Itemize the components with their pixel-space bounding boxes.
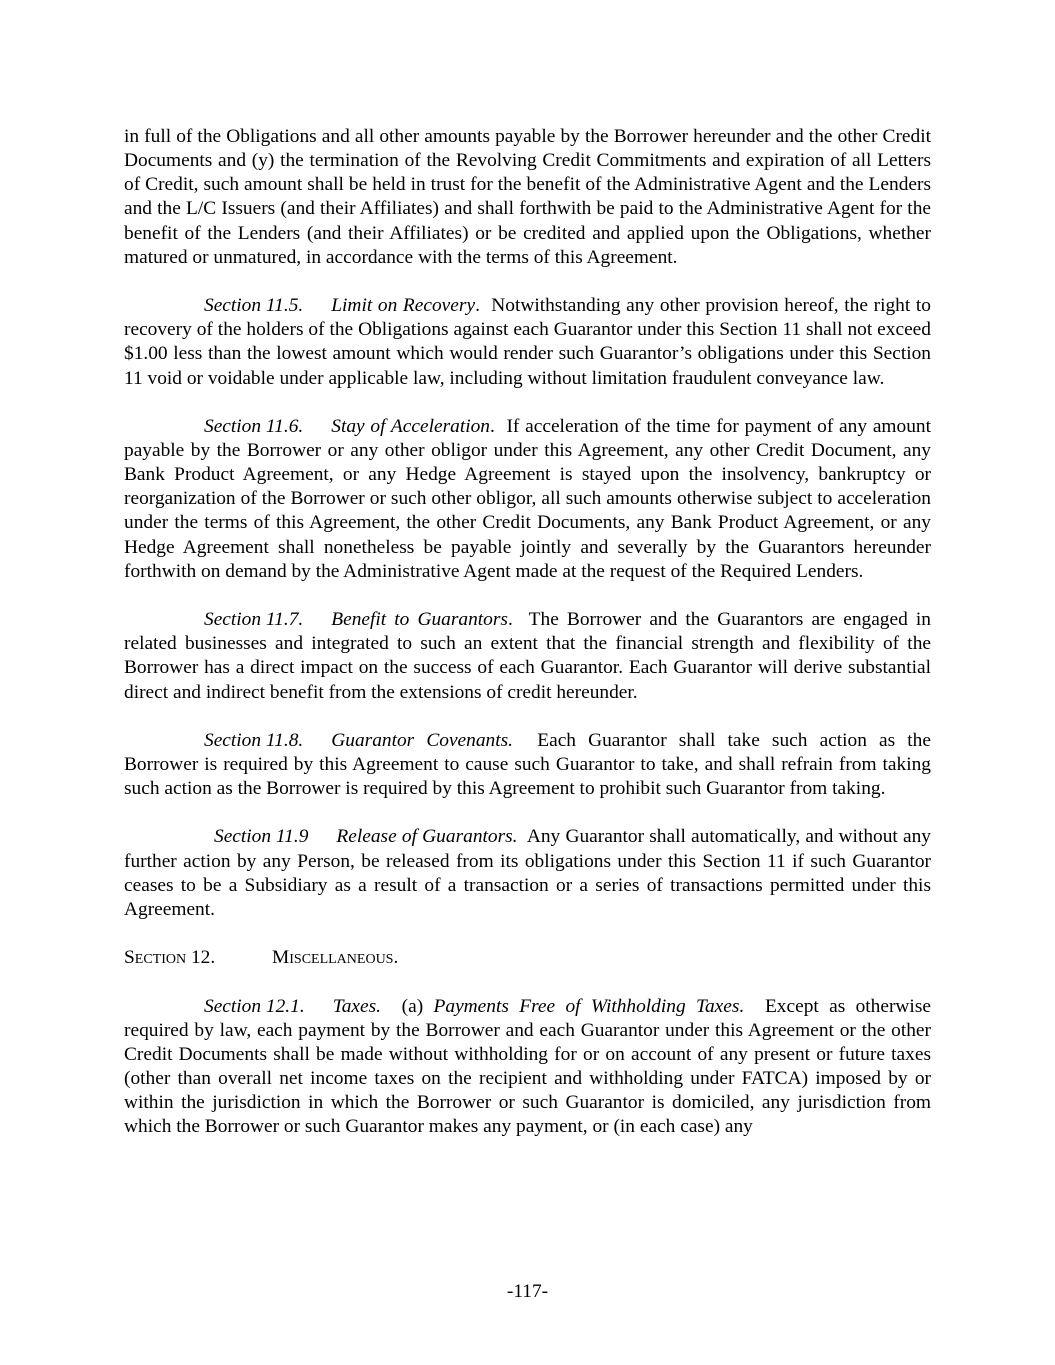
- section-title: Stay of Acceleration: [331, 415, 491, 437]
- section-11-6-paragraph: Section 11.6. Stay of Acceleration. If acceleration of the time for payment of any amount payable by the Borrower or any other obligor under this Agreement, any other Credit Document, any Bank Product Agreement, or any Hedge Agreement is stayed upon the insolvency, bankruptcy or reorganization of the Borrower or such other obligor, all such amounts otherwise subject to acceleration under the terms of this Agreement, the other Credit Documents, any Bank Product Agreement, or any Hedge Agreement shall nonetheless be payable jointly and severally by the Guarantors hereunder forthwith on demand by the Administrative Agent made at the request of the Required Lenders.: [124, 415, 931, 582]
- section-11-8-paragraph: [124, 729, 931, 801]
- section-11-5-paragraph: Section 11.5. Limit on Recovery. Notwithstanding any other provision hereof, the right to recovery of the holders of the Obligations against each Guarantor under this Section 11 shall not exceed $1.00 less than the lowest amount which would render such Guarantor’s obligations under this Section 11 void or voidable under applicable law, including without limitation fraudulent conveyance law.: [124, 295, 932, 389]
- continuation-paragraph: in full of the Obligations and all other amounts payable by the Borrower hereunder and the other Credit Documents and (y) the termination of the Revolving Credit Commitments and expiration of all Letters of Credit, such amount shall be held in trust for the benefit of the Administrative Agent and the Lenders and the L/C Issuers (and their Affiliates) and shall forthwith be paid to the Administrative Agent for the benefit of the Lenders (and their Affiliates) or be credited and applied upon the Obligations, whether matured or unmatured, in accordance with the terms of this Agreement.: [124, 126, 931, 268]
- section-12-1-paragraph: [124, 995, 931, 1140]
- subsection-label: (a): [401, 995, 424, 1017]
- section-number: Section 12.1.: [204, 995, 305, 1017]
- section-text: Except as otherwise required by law, each payment by the Borrower and each Guarantor under this Agreement or the other Credit Documents shall be made without withholding for or on account of any present or future taxes (other than overall net income taxes on the recipient and withholding under FATCA) imposed by or within the jurisdiction in which the Borrower or such Guarantor is domiciled, any jurisdiction from which the Borrower or such Guarantor makes any payment, or (in each case) any: [124, 995, 931, 1138]
- section-number: Section 11.9: [214, 826, 309, 848]
- section-text: Each Guarantor shall take such action as the Borrower is required by this Agreement to cause such Guarantor to take, and shall refrain from taking such action as the Borrower is required by this Agreement to prohibit such Guarantor from taking.: [124, 729, 931, 800]
- document-body: [124, 125, 931, 1164]
- heading-number: Section 12.: [124, 947, 216, 969]
- section-title: Taxes.: [332, 995, 382, 1017]
- section-number: Section 11.5.: [204, 295, 304, 317]
- section-number: Section 11.7.: [204, 609, 304, 631]
- section-title: Benefit to Guarantors: [331, 609, 508, 631]
- section-11-7-paragraph: Section 11.7. Benefit to Guarantors. The Borrower and the Guarantors are engaged in related businesses and integrated to such an extent that the financial strength and flexibility of the Borrower has a direct impact on the success of each Guarantor. Each Guarantor will derive substantial direct and indirect benefit from the extensions of credit hereunder.: [124, 609, 931, 703]
- section-text: Notwithstanding any other provision hereof, the right to recovery of the holders of the Obligations against each Guarantor under this Section 11 shall not exceed $1.00 less than the lowest amount which would render such Guarantor’s obligations under this Section 11 void or voidable under applicable law, including without limitation fraudulent conveyance law.: [124, 295, 932, 389]
- page-number: -117-: [506, 1281, 549, 1302]
- section-title: Release of Guarantors.: [336, 826, 518, 848]
- section-title: Guarantor Covenants.: [331, 729, 514, 751]
- section-number: Section 11.6.: [204, 415, 304, 437]
- section-title: Limit on Recovery: [331, 295, 476, 317]
- section-text: The Borrower and the Guarantors are engaged in related businesses and integrated to such an extent that the financial strength and flexibility of the Borrower has a direct impact on the success of each Guarantor. Each Guarantor will derive substantial direct and indirect benefit from the extensions of credit hereunder.: [124, 609, 931, 703]
- section-number: Section 11.8.: [204, 729, 304, 751]
- section-text: Any Guarantor shall automatically, and without any further action by any Person, be released from its obligations under this Section 11 if such Guarantor ceases to be a Subsidiary as a result of a transaction or a series of transactions permitted under this Agreement.: [124, 826, 931, 920]
- subsection-title: Payments Free of Withholding Taxes.: [433, 995, 745, 1017]
- section-12-heading: [124, 946, 931, 970]
- section-text: If acceleration of the time for payment of any amount payable by the Borrower or any other obligor under this Agreement, any other Credit Document, any Bank Product Agreement, or any Hedge Agreement is stayed upon the insolvency, bankruptcy or reorganization of the Borrower or such other obligor, all such amounts otherwise subject to acceleration under the terms of this Agreement, the other Credit Documents, any Bank Product Agreement, or any Hedge Agreement shall nonetheless be payable jointly and severally by the Guarantors hereunder forthwith on demand by the Administrative Agent made at the request of the Required Lenders.: [124, 415, 931, 582]
- heading-title: Miscellaneous.: [272, 947, 399, 969]
- section-11-9-paragraph: [124, 825, 931, 922]
